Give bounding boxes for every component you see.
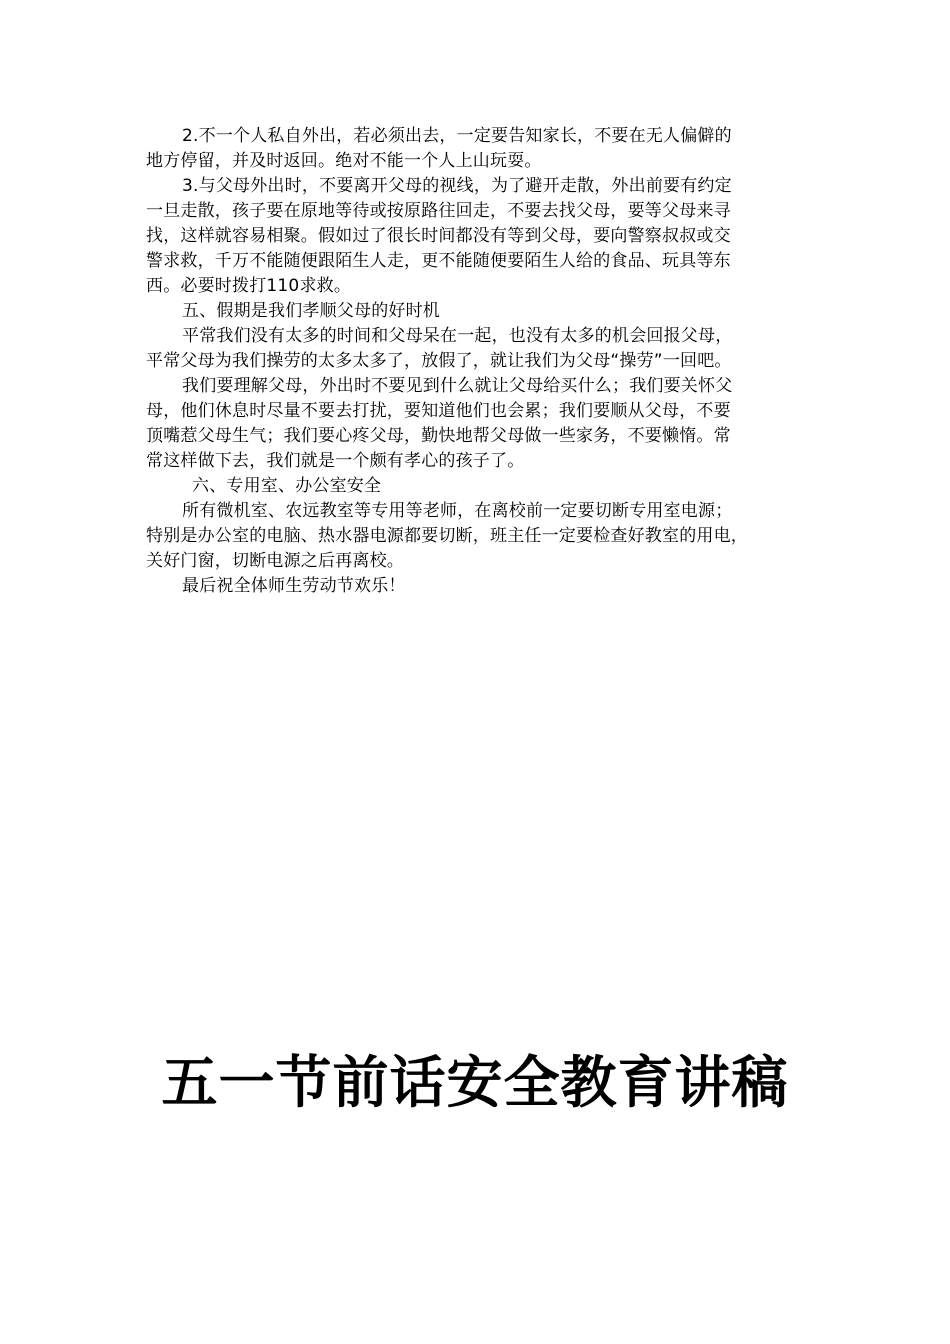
document-title: 五一节前话安全教育讲稿	[161, 1051, 789, 1116]
paragraph-line: 3.与父母外出时，不要离开父母的视线，为了避开走散，外出前要有约定	[182, 176, 732, 196]
paragraph-line: 特别是办公室的电脑、热水器电源都要切断，班主任一定要检查好教室的用电，	[146, 526, 748, 546]
paragraph-line: 平常父母为我们操劳的太多太多了，放假了，就让我们为父母“操劳”一回吧。	[146, 351, 732, 371]
paragraph-line: 母，他们休息时尽量不要去打扰，要知道他们也会累；我们要顺从父母，不要	[146, 401, 731, 421]
document-body	[146, 124, 818, 599]
paragraph-line: 平常我们没有太多的时间和父母呆在一起，也没有太多的机会回报父母，	[182, 326, 733, 346]
paragraph-line: 一旦走散，孩子要在原地等待或按原路往回走，不要去找父母，要等父母来寻	[146, 201, 731, 221]
paragraph-line: 2.不一个人私自外出，若必须出去，一定要告知家长，不要在无人偏僻的	[182, 126, 732, 146]
paragraph-line: 找，这样就容易相聚。假如过了很长时间都没有等到父母，要向警察叔叔或交	[146, 226, 731, 246]
paragraph-line: 警求救，千万不能随便跟陌生人走，更不能随便要陌生人给的食品、玩具等东	[146, 251, 731, 271]
paragraph-line: 我们要理解父母，外出时不要见到什么就让父母给买什么；我们要关怀父	[182, 376, 733, 396]
paragraph-line: 所有微机室、农远教室等专用等老师，在离校前一定要切断专用室电源；	[182, 501, 733, 521]
paragraph-line: 西。必要时拨打110求救。	[146, 276, 352, 296]
section-heading: 五、假期是我们孝顺父母的好时机	[182, 301, 440, 321]
paragraph-line: 关好门窗，切断电源之后再离校。	[146, 551, 404, 571]
paragraph-line: 地方停留，并及时返回。绝对不能一个人上山玩耍。	[146, 151, 542, 171]
paragraph-line: 顶嘴惹父母生气；我们要心疼父母，勤快地帮父母做一些家务，不要懒惰。常	[146, 426, 731, 446]
paragraph-line: 常这样做下去，我们就是一个颇有孝心的孩子了。	[146, 451, 525, 471]
section-heading: 六、专用室、办公室安全	[192, 476, 382, 496]
closing-line: 最后祝全体师生劳动节欢乐！	[182, 576, 406, 596]
